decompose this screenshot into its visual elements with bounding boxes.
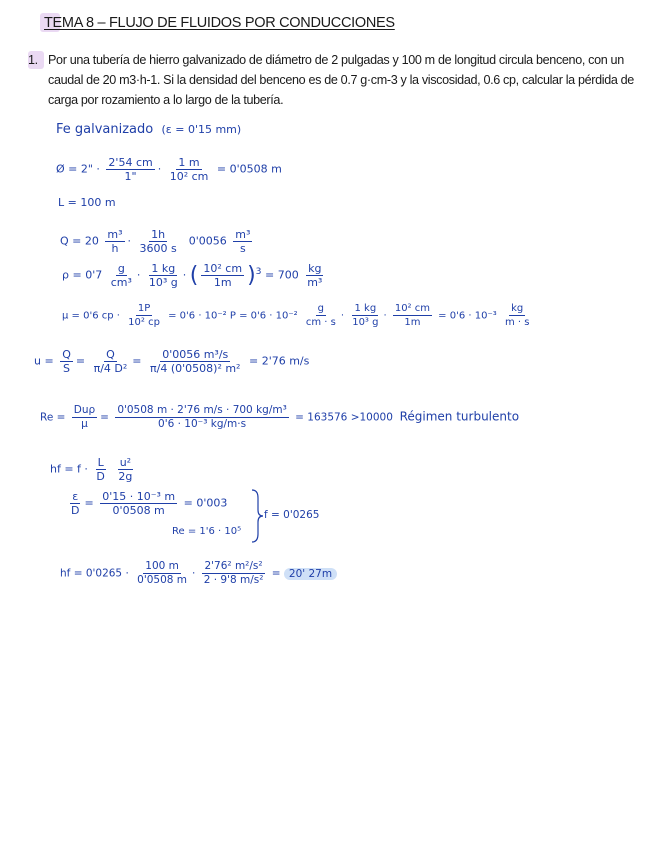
note-fe-line xyxy=(56,122,241,137)
note-final-eq: = xyxy=(271,567,281,580)
note-u-lhs: u = xyxy=(34,354,54,368)
note-final-lhs: hf = 0'0265 · xyxy=(60,567,129,580)
note-re-result: = 163576 >10000 xyxy=(295,411,393,424)
note-viscosity: μ = 0'6 cp · $\frac{1P}{\text{10² cp}}$ = 0'6 · 10⁻² P = 0'6 · 10⁻² $\frac{g}{cm \cdot s}$ · $\frac{1 kg}{\text{10³ g}}$ · $\frac{\text{10² cm}}{1m}$ = 0'6 · 10⁻³ $\frac{kg}{m \cdot s}$ xyxy=(62,303,530,328)
note-flow: Q = 20 $\frac{\text{m³}}{h}$ · $\frac{1h}{3600 s}$ 0'0056 $\frac{\text{m³}}{s}$ xyxy=(60,228,251,255)
page-title: TEMA 8 – FLUJO DE FLUIDOS POR CONDUCCIONES xyxy=(44,15,395,31)
title-block xyxy=(44,14,395,32)
note-final-frac1: $\frac{100 m}{0'0508 m}$ xyxy=(137,560,187,586)
note-u-frac1: $\frac{Q}{S}$ xyxy=(62,348,71,375)
note-rho-frac4: $\frac{kg}{\text{m³}}$ xyxy=(307,262,323,289)
note-mu-frac5: $\frac{kg}{m \cdot s}$ xyxy=(504,303,530,328)
note-mu-frac2: $\frac{g}{cm \cdot s}$ xyxy=(305,303,336,328)
note-hf-final: hf = 0'0265 · $\frac{100 m}{0'0508 m}$ · $\frac{\text{2'76² m²/s²}}{\text{2 · 9'8 m/s²}}$ = 20' 27m xyxy=(60,560,337,587)
note-re-regime: Régimen turbulento xyxy=(399,409,520,424)
note-mu-lhs: μ = 0'6 cp · xyxy=(62,310,120,322)
note-eps-frac1: $\frac{\varepsilon}{D}$ xyxy=(71,490,80,517)
note-q-frac3: $\frac{\text{m³}}{s}$ xyxy=(235,228,251,255)
problem-text: Por una tubería de hierro galvanizado de diámetro de 2 pulgadas y 100 m de longitud circula benceno, con un caudal de 20 m3·h-1. Si la densidad del benceno es de 0.7 g·cm-3 y la viscosidad, 0.6 cp, calcular la pérdida de carga por rozamiento a lo largo de la tubería. xyxy=(48,53,634,107)
note-hf-frac1: $\frac{L}{D}$ xyxy=(96,456,105,483)
note-rho-exp: 3 xyxy=(255,265,262,277)
note-rho-frac1: $\frac{g}{\text{cm³}}$ xyxy=(110,262,132,289)
note-u-result: = 2'76 m/s xyxy=(248,354,310,368)
note-mu-frac4: $\frac{\text{10² cm}}{1m}$ xyxy=(394,303,430,328)
note-u-frac3: $\frac{\text{0'0056 m³/s}}{\text{π/4 (0'0508)² m²}}$ xyxy=(150,348,241,375)
note-fe-eps: (ε = 0'15 mm) xyxy=(161,123,242,136)
note-reynolds: Re = $\frac{\text{Duρ}}{\mu}$ = $\frac{\text{0'0508 m · 2'76 m/s · 700 kg/m³}}{\text{0'6 · 10⁻³ kg/m·s}}$ = 163576 >10000 Régimen turbulento xyxy=(40,404,520,430)
note-re-frac2: $\frac{\text{0'0508 m · 2'76 m/s · 700 kg/m³}}{\text{0'6 · 10⁻³ kg/m·s}}$ xyxy=(117,404,287,430)
note-hf-lhs: hf = f · xyxy=(50,462,88,476)
note-density: ρ = 0'7 $\frac{g}{\text{cm³}}$ · $\frac{1 kg}{\text{10³ g}}$ · ( $\frac{\text{10² cm}}{1m}$ )$^3$ = 700 $\frac{kg}{\text{m³}}$ xyxy=(62,262,323,289)
note-rho-frac3: $\frac{\text{10² cm}}{1m}$ xyxy=(203,262,243,289)
problem-statement xyxy=(28,50,638,110)
final-result-badge: 20' 27m xyxy=(284,568,337,580)
note-velocity: u = $\frac{Q}{S}$ = $\frac{Q}{\text{π/4 D²}}$ = $\frac{\text{0'0056 m³/s}}{\text{π/4 (0'0508)² m²}}$ = 2'76 m/s xyxy=(34,348,310,375)
note-q-frac2: $\frac{1h}{3600 s}$ xyxy=(139,228,177,255)
note-mu-mid: = 0'6 · 10⁻² P = 0'6 · 10⁻² xyxy=(168,310,298,322)
note-re-frac1: $\frac{\text{Duρ}}{\mu}$ xyxy=(73,404,96,430)
problem-number: 1. xyxy=(28,53,38,67)
note-hf-formula xyxy=(50,456,137,483)
note-eps-result: = 0'003 xyxy=(183,496,228,510)
note-q-lhs: Q = 20 xyxy=(60,234,99,248)
note-mu-frac1: $\frac{1P}{\text{10² cp}}$ xyxy=(128,303,160,328)
note-phi-result: = 0'0508 m xyxy=(216,162,282,176)
note-mu-result: = 0'6 · 10⁻³ xyxy=(438,310,497,322)
note-roughness: $\frac{\varepsilon}{D}$ = $\frac{\text{0'15 · 10⁻³ m}}{0'0508 m}$ = 0'003 xyxy=(71,490,228,517)
note-re-lhs: Re = xyxy=(40,411,66,424)
note-final-frac2: $\frac{\text{2'76² m²/s²}}{\text{2 · 9'8 m/s²}}$ xyxy=(203,560,264,586)
note-fe-text: Fe galvanizado xyxy=(56,122,154,137)
note-diameter: Ø = 2" · $\frac{2'54 cm}{1"}$ · $\frac{1 m}{\text{10² cm}}$ = 0'0508 m xyxy=(56,156,282,183)
note-q-frac1: $\frac{\text{m³}}{h}$ xyxy=(107,228,123,255)
note-rho-frac2: $\frac{1 kg}{\text{10³ g}}$ xyxy=(148,262,178,289)
note-rho-lhs: ρ = 0'7 xyxy=(62,268,103,282)
note-q-result: 0'0056 xyxy=(188,234,227,248)
note-phi-frac1: $\frac{2'54 cm}{1"}$ xyxy=(108,156,153,183)
note-phi-lhs: Ø = 2" · xyxy=(56,162,100,176)
note-mu-frac3: $\frac{1 kg}{\text{10³ g}}$ xyxy=(352,303,379,328)
note-hf-frac2: $\frac{\text{u²}}{2g}$ xyxy=(118,456,133,483)
note-u-frac2: $\frac{Q}{\text{π/4 D²}}$ xyxy=(93,348,128,375)
note-f-result: f = 0'0265 xyxy=(264,509,320,521)
note-phi-frac2: $\frac{1 m}{\text{10² cm}}$ xyxy=(169,156,209,183)
brace-icon xyxy=(250,488,264,544)
note-eps-frac2: $\frac{\text{0'15 · 10⁻³ m}}{0'0508 m}$ xyxy=(102,490,176,517)
note-re-short: Re = 1'6 · 10⁵ xyxy=(172,526,242,537)
note-length: L = 100 m xyxy=(58,196,116,209)
note-rho-result: = 700 xyxy=(264,268,299,282)
